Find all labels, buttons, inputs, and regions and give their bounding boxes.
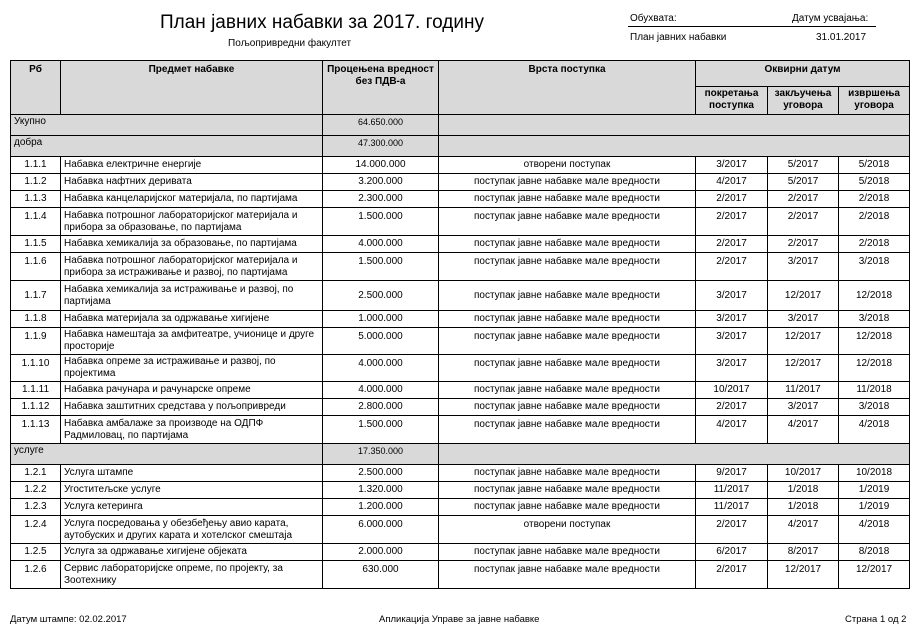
cell-rb: 1.1.5 [11, 236, 61, 253]
table-row [11, 561, 910, 589]
cell-contract: 2/2017 [768, 236, 839, 253]
col-header-start: покретања поступка [696, 87, 768, 115]
cell-start: 2/2017 [696, 208, 768, 236]
cell-execution: 3/2018 [839, 399, 910, 416]
cell-procedure: поступак јавне набавке мале вредности [439, 281, 696, 311]
cell-start: 3/2017 [696, 157, 768, 174]
cell-contract: 8/2017 [768, 544, 839, 561]
cell-contract: 3/2017 [768, 311, 839, 328]
table-row [11, 416, 910, 444]
cell-value: 4.000.000 [323, 236, 439, 253]
cell-procedure: поступак јавне набавке мале вредности [439, 399, 696, 416]
section-label: добра [11, 136, 323, 157]
cell-value: 4.000.000 [323, 382, 439, 399]
cell-procedure: поступак јавне набавке мале вредности [439, 328, 696, 355]
cell-start: 2/2017 [696, 253, 768, 281]
cell-rb: 1.1.2 [11, 174, 61, 191]
table-row [11, 253, 910, 281]
cell-subject: Сервис лабораторијске опреме, по пројекту, за Зоотехнику [61, 561, 323, 589]
cell-procedure: поступак јавне набавке мале вредности [439, 208, 696, 236]
cell-procedure: поступак јавне набавке мале вредности [439, 465, 696, 482]
table-row [11, 482, 910, 499]
page-title: План јавних набавки за 2017. годину [160, 12, 484, 33]
table-row [11, 382, 910, 399]
col-header-frame-date: Оквирни датум [696, 61, 910, 87]
cell-rb: 1.2.4 [11, 516, 61, 544]
table-row [11, 174, 910, 191]
cell-execution: 3/2018 [839, 253, 910, 281]
col-header-rb: Рб [11, 61, 61, 115]
section-value: 17.350.000 [323, 444, 439, 465]
cell-contract: 2/2017 [768, 208, 839, 236]
cell-value: 2.500.000 [323, 281, 439, 311]
cell-execution: 4/2018 [839, 416, 910, 444]
cell-start: 2/2017 [696, 236, 768, 253]
section-value: 47.300.000 [323, 136, 439, 157]
cell-contract: 4/2017 [768, 516, 839, 544]
cell-execution: 12/2017 [839, 561, 910, 589]
table-row [11, 465, 910, 482]
cell-value: 6.000.000 [323, 516, 439, 544]
cell-value: 3.200.000 [323, 174, 439, 191]
cell-execution: 4/2018 [839, 516, 910, 544]
cell-start: 2/2017 [696, 399, 768, 416]
cell-value: 5.000.000 [323, 328, 439, 355]
cell-value: 1.500.000 [323, 253, 439, 281]
cell-start: 2/2017 [696, 516, 768, 544]
cell-subject: Угоститељске услуге [61, 482, 323, 499]
cell-contract: 10/2017 [768, 465, 839, 482]
cell-rb: 1.1.7 [11, 281, 61, 311]
cell-rb: 1.1.6 [11, 253, 61, 281]
cell-contract: 5/2017 [768, 157, 839, 174]
cell-execution: 12/2018 [839, 355, 910, 382]
cell-rb: 1.2.3 [11, 499, 61, 516]
cell-subject: Набавка амбалаже за производе на ОДПФ Радмиловац, по партијама [61, 416, 323, 444]
table-row [11, 311, 910, 328]
cell-start: 11/2017 [696, 499, 768, 516]
table-row [11, 157, 910, 174]
cell-execution: 5/2018 [839, 157, 910, 174]
cell-contract: 12/2017 [768, 281, 839, 311]
cell-execution: 1/2019 [839, 482, 910, 499]
cell-execution: 12/2018 [839, 281, 910, 311]
faculty-name: Пољопривредни факултет [228, 38, 352, 49]
cell-value: 2.500.000 [323, 465, 439, 482]
cell-subject: Услуга кетеринга [61, 499, 323, 516]
table-row [11, 516, 910, 544]
cell-value: 14.000.000 [323, 157, 439, 174]
cell-contract: 3/2017 [768, 253, 839, 281]
table-row [11, 328, 910, 355]
cell-rb: 1.2.2 [11, 482, 61, 499]
cell-procedure: поступак јавне набавке мале вредности [439, 416, 696, 444]
cell-procedure: отворени поступак [439, 516, 696, 544]
cell-execution: 11/2018 [839, 382, 910, 399]
cell-value: 630.000 [323, 561, 439, 589]
cell-execution: 3/2018 [839, 311, 910, 328]
cell-execution: 8/2018 [839, 544, 910, 561]
cell-start: 6/2017 [696, 544, 768, 561]
cell-subject: Набавка нафтних деривата [61, 174, 323, 191]
print-date: Датум штампе: 02.02.2017 [10, 614, 127, 625]
total-value: 64.650.000 [323, 115, 439, 136]
cell-contract: 4/2017 [768, 416, 839, 444]
cell-execution: 5/2018 [839, 174, 910, 191]
cell-start: 3/2017 [696, 328, 768, 355]
col-header-value: Процењена вредност без ПДВ-а [323, 61, 439, 115]
cell-contract: 1/2018 [768, 499, 839, 516]
adopt-value: 31.01.2017 [816, 32, 867, 43]
cell-subject: Набавка намештаја за амфитеатре, учионице и друге просторије [61, 328, 323, 355]
cell-contract: 12/2017 [768, 561, 839, 589]
cell-procedure: поступак јавне набавке мале вредности [439, 236, 696, 253]
cell-contract: 2/2017 [768, 191, 839, 208]
cell-subject: Набавка канцеларијског материјала, по партијама [61, 191, 323, 208]
table-body [11, 115, 910, 589]
cell-rb: 1.1.3 [11, 191, 61, 208]
cell-value: 1.500.000 [323, 416, 439, 444]
cell-value: 2.000.000 [323, 544, 439, 561]
cell-start: 9/2017 [696, 465, 768, 482]
table-row [11, 281, 910, 311]
table-row [11, 191, 910, 208]
cell-start: 3/2017 [696, 281, 768, 311]
cell-contract: 12/2017 [768, 328, 839, 355]
cell-rb: 1.2.5 [11, 544, 61, 561]
cell-subject: Набавка потрошног лабораторијског материјала и прибора за истраживање и развој, по партијама [61, 253, 323, 281]
cell-value: 1.500.000 [323, 208, 439, 236]
cell-procedure: поступак јавне набавке мале вредности [439, 174, 696, 191]
col-header-execution: извршења уговора [839, 87, 910, 115]
cell-value: 1.200.000 [323, 499, 439, 516]
cell-subject: Набавка хемикалија за образовање, по партијама [61, 236, 323, 253]
cell-subject: Набавка опреме за истраживање и развој, по пројектима [61, 355, 323, 382]
cell-start: 3/2017 [696, 311, 768, 328]
cell-contract: 12/2017 [768, 355, 839, 382]
table-row [11, 355, 910, 382]
cell-rb: 1.1.4 [11, 208, 61, 236]
cell-value: 4.000.000 [323, 355, 439, 382]
col-header-procedure: Врста поступка [439, 61, 696, 115]
cell-subject: Набавка електричне енергије [61, 157, 323, 174]
cell-rb: 1.1.12 [11, 399, 61, 416]
total-row [11, 115, 910, 136]
col-header-contract: закључења уговора [768, 87, 839, 115]
table-row [11, 499, 910, 516]
cell-start: 2/2017 [696, 191, 768, 208]
table-row [11, 236, 910, 253]
cell-procedure: поступак јавне набавке мале вредности [439, 561, 696, 589]
cell-contract: 5/2017 [768, 174, 839, 191]
table-row [11, 399, 910, 416]
cell-value: 1.320.000 [323, 482, 439, 499]
cell-rb: 1.1.8 [11, 311, 61, 328]
app-name: Апликација Управе за јавне набавке [379, 614, 540, 625]
total-label: Укупно [11, 115, 323, 136]
table-row [11, 208, 910, 236]
cell-procedure: поступак јавне набавке мале вредности [439, 382, 696, 399]
col-header-subject: Предмет набавке [61, 61, 323, 115]
cell-procedure: поступак јавне набавке мале вредности [439, 355, 696, 382]
cell-execution: 2/2018 [839, 236, 910, 253]
cell-rb: 1.1.9 [11, 328, 61, 355]
cell-procedure: поступак јавне набавке мале вредности [439, 253, 696, 281]
cell-start: 4/2017 [696, 174, 768, 191]
cell-subject: Набавка материјала за одржавање хигијене [61, 311, 323, 328]
cell-start: 10/2017 [696, 382, 768, 399]
header-divider [628, 26, 876, 27]
cell-subject: Набавка потрошног лабораторијског материјала и прибора за образовање, по партијама [61, 208, 323, 236]
cell-execution: 12/2018 [839, 328, 910, 355]
cell-procedure: поступак јавне набавке мале вредности [439, 499, 696, 516]
cell-procedure: поступак јавне набавке мале вредности [439, 544, 696, 561]
cell-rb: 1.2.1 [11, 465, 61, 482]
cell-procedure: поступак јавне набавке мале вредности [439, 191, 696, 208]
cell-start: 2/2017 [696, 561, 768, 589]
table-row [11, 544, 910, 561]
cell-procedure: поступак јавне набавке мале вредности [439, 482, 696, 499]
cell-execution: 10/2018 [839, 465, 910, 482]
cell-execution: 2/2018 [839, 191, 910, 208]
cell-start: 11/2017 [696, 482, 768, 499]
cell-subject: Услуга за одржавање хигијене објеката [61, 544, 323, 561]
scope-label: Обухвата: [630, 13, 677, 24]
cell-rb: 1.2.6 [11, 561, 61, 589]
section-row [11, 444, 910, 465]
cell-subject: Услуга штампе [61, 465, 323, 482]
scope-value: План јавних набавки [630, 32, 727, 43]
cell-value: 2.300.000 [323, 191, 439, 208]
cell-contract: 11/2017 [768, 382, 839, 399]
cell-procedure: поступак јавне набавке мале вредности [439, 311, 696, 328]
cell-subject: Набавка хемикалија за истраживање и развој, по партијама [61, 281, 323, 311]
cell-start: 4/2017 [696, 416, 768, 444]
cell-execution: 2/2018 [839, 208, 910, 236]
section-row [11, 136, 910, 157]
page-number: Страна 1 од 2 [845, 614, 907, 625]
cell-value: 1.000.000 [323, 311, 439, 328]
cell-subject: Набавка заштитних средстава у пољопривреди [61, 399, 323, 416]
cell-contract: 1/2018 [768, 482, 839, 499]
cell-rb: 1.1.1 [11, 157, 61, 174]
section-label: услуге [11, 444, 323, 465]
cell-rb: 1.1.10 [11, 355, 61, 382]
cell-rb: 1.1.13 [11, 416, 61, 444]
cell-execution: 1/2019 [839, 499, 910, 516]
adopt-label: Датум усвајања: [792, 13, 869, 24]
cell-contract: 3/2017 [768, 399, 839, 416]
procurement-table [10, 60, 910, 589]
cell-start: 3/2017 [696, 355, 768, 382]
cell-value: 2.800.000 [323, 399, 439, 416]
cell-subject: Набавка рачунара и рачунарске опреме [61, 382, 323, 399]
cell-rb: 1.1.11 [11, 382, 61, 399]
cell-subject: Услуга посредовања у обезбеђењу авио карата, аутобуских и других карата и хотелског смештаја [61, 516, 323, 544]
cell-procedure: отворени поступак [439, 157, 696, 174]
